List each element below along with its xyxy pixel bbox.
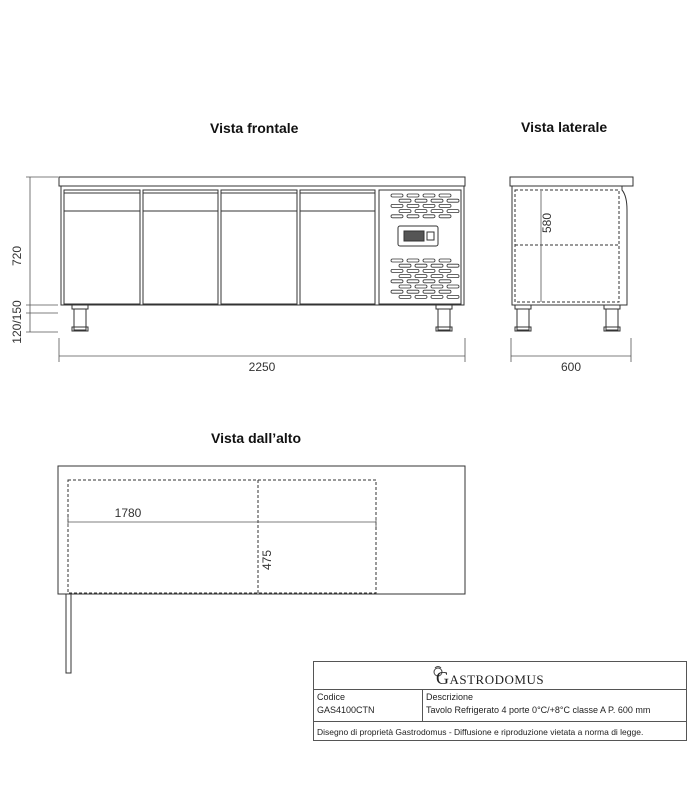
vent-slot <box>399 275 411 278</box>
vent-slot <box>439 215 451 218</box>
top-view-leader <box>66 594 71 673</box>
vent-slot <box>431 264 443 267</box>
ownership-notice: Disegno di proprietà Gastrodomus - Diffusione e riproduzione vietata a norma di legge. <box>317 727 644 737</box>
vent-slot <box>407 290 419 293</box>
code-value: GAS4100CTN <box>317 705 375 715</box>
vent-grille-bottom <box>391 259 459 298</box>
vent-slot <box>415 285 427 288</box>
vent-slot <box>399 199 411 202</box>
door-2-handle <box>143 193 218 211</box>
top-view-title: Vista dall’alto <box>211 430 301 446</box>
code-label: Codice <box>317 692 346 702</box>
vent-slot <box>415 275 427 278</box>
vent-slot <box>423 204 435 207</box>
door-4 <box>300 190 375 304</box>
side-worktop <box>510 177 633 186</box>
side-view-title: Vista laterale <box>521 119 608 135</box>
door-4-handle <box>300 193 375 211</box>
vent-slot <box>407 215 419 218</box>
side-inner-outline <box>515 190 619 302</box>
front-view-title: Vista frontale <box>210 120 299 136</box>
top-inner-depth-label: 475 <box>260 549 274 571</box>
vent-slot <box>423 269 435 272</box>
height-legs-label: 120/150 <box>10 300 24 344</box>
description-value: Tavolo Refrigerato 4 porte 0°C/+8°C classe A P. 600 mm <box>426 705 651 715</box>
vent-slot <box>439 194 451 197</box>
vent-slot <box>391 215 403 218</box>
vent-slot <box>439 204 451 207</box>
front-width-dimension <box>59 338 465 362</box>
vent-slot <box>399 210 411 213</box>
vent-slot <box>439 269 451 272</box>
vent-slot <box>439 280 451 283</box>
vent-slot <box>431 199 443 202</box>
vent-slot <box>431 275 443 278</box>
door-2 <box>143 190 218 304</box>
vent-slot <box>423 280 435 283</box>
vent-slot <box>399 264 411 267</box>
vent-slot <box>399 295 411 298</box>
vent-slot <box>447 285 459 288</box>
leg-1-top <box>72 305 88 309</box>
control-display <box>404 231 424 241</box>
side-view <box>510 177 633 331</box>
vent-slot <box>407 269 419 272</box>
door-1 <box>64 190 140 304</box>
vent-slot <box>447 199 459 202</box>
title-block <box>313 661 687 741</box>
vent-slot <box>407 259 419 262</box>
vent-slot <box>423 194 435 197</box>
width-total-label: 2250 <box>248 360 276 374</box>
door-3-handle <box>221 193 297 211</box>
vent-slot <box>391 204 403 207</box>
vent-slot <box>447 275 459 278</box>
height-body-label: 720 <box>10 245 24 267</box>
front-legs <box>72 305 452 331</box>
vent-slot <box>431 285 443 288</box>
vent-slot <box>423 290 435 293</box>
vent-slot <box>431 295 443 298</box>
vent-slot <box>447 210 459 213</box>
side-inner-label: 580 <box>540 212 554 234</box>
vent-slot <box>423 215 435 218</box>
vent-slot <box>407 280 419 283</box>
vent-slot <box>415 264 427 267</box>
title-block-code-row <box>314 690 686 722</box>
vent-slot <box>423 259 435 262</box>
door-1-handle <box>64 193 140 211</box>
control-button <box>427 232 434 240</box>
vent-slot <box>447 295 459 298</box>
vent-slot <box>399 285 411 288</box>
vent-slot <box>415 210 427 213</box>
description-cell <box>423 690 686 721</box>
vent-slot <box>391 290 403 293</box>
vent-slot <box>407 194 419 197</box>
vent-slot <box>439 290 451 293</box>
description-label: Descrizione <box>426 692 474 702</box>
vent-slot <box>415 199 427 202</box>
top-inner-outline <box>68 480 376 593</box>
vent-slot <box>391 280 403 283</box>
front-view <box>59 177 465 331</box>
vent-slot <box>415 295 427 298</box>
top-inner-width-label: 1780 <box>114 506 142 520</box>
vent-slot <box>391 194 403 197</box>
code-cell <box>314 690 423 721</box>
side-depth-dimension <box>511 338 631 362</box>
vent-slot <box>439 259 451 262</box>
leg-2-top <box>436 305 452 309</box>
vent-slot <box>391 259 403 262</box>
side-leg-1-top <box>515 305 531 309</box>
brand-logo-text: GASTRODOMUS <box>436 668 545 688</box>
side-body <box>512 186 627 305</box>
title-block-logo-row <box>314 662 686 690</box>
vent-slot <box>407 204 419 207</box>
front-doors <box>64 190 375 304</box>
door-3 <box>221 190 297 304</box>
front-worktop <box>59 177 465 186</box>
top-outline <box>58 466 465 594</box>
vent-slot <box>391 269 403 272</box>
front-height-dimension <box>26 177 58 332</box>
vent-grille-top <box>391 194 459 218</box>
depth-total-label: 600 <box>560 360 582 374</box>
vent-slot <box>447 264 459 267</box>
vent-slot <box>431 210 443 213</box>
side-leg-2-top <box>604 305 620 309</box>
